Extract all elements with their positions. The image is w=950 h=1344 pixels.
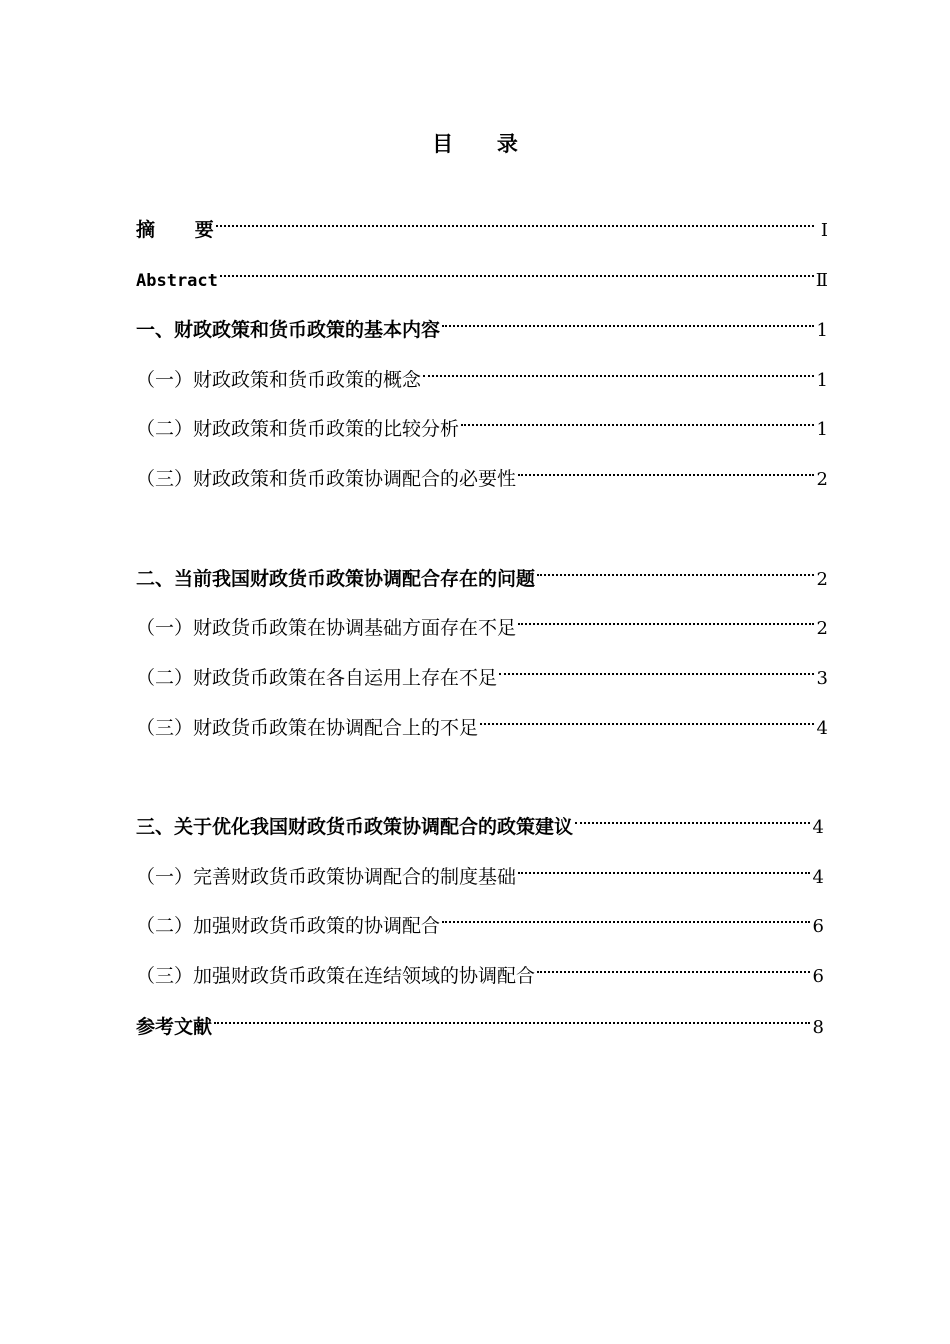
toc-dot-leader (423, 356, 814, 386)
toc-dot-leader (518, 455, 814, 485)
toc-entry-section-3-2[interactable] (136, 902, 824, 937)
toc-entry-section-3-1[interactable] (136, 853, 824, 888)
toc-entry-label: （三）加强财政货币政策在连结领域的协调配合 (136, 965, 536, 987)
toc-dot-leader (214, 1003, 810, 1033)
toc-page-number: Ⅱ (815, 270, 828, 291)
toc-page-number: Ⅰ (820, 220, 828, 241)
toc-dot-leader (216, 206, 814, 236)
toc-entry-section-1-2[interactable] (136, 405, 828, 440)
toc-entry-label: （二）财政政策和货币政策的比较分析 (136, 418, 460, 440)
toc-dot-leader (518, 853, 810, 883)
toc-dot-leader (518, 604, 814, 634)
toc-dot-leader (442, 306, 814, 336)
toc-entry-abstract-cn[interactable] (136, 206, 828, 241)
toc-dot-leader (537, 952, 810, 982)
toc-entry-label: 二、当前我国财政货币政策协调配合存在的问题 (136, 568, 536, 590)
toc-dot-leader (461, 405, 814, 435)
toc-entry-section-1-3[interactable] (136, 455, 828, 490)
toc-page-number: 1 (816, 419, 828, 440)
toc-page-number: 8 (812, 1017, 824, 1038)
toc-entry-section-1-1[interactable] (136, 356, 828, 391)
toc-entry-label: （一）财政货币政策在协调基础方面存在不足 (136, 617, 517, 639)
toc-dot-leader (480, 704, 814, 734)
toc-page-number: 1 (816, 320, 828, 341)
toc-entry-section-1[interactable] (136, 306, 828, 341)
page-title: 目 录 (432, 132, 518, 156)
toc-entry-section-2-2[interactable] (136, 654, 828, 689)
toc-entry-label: 参考文献 (136, 1016, 213, 1038)
toc-page-number: 2 (816, 569, 828, 590)
toc-dot-leader (499, 654, 814, 684)
toc-dot-leader (220, 256, 814, 286)
toc-page-number: 6 (812, 966, 824, 987)
toc-page-number: 2 (816, 618, 828, 639)
toc-entry-section-2[interactable] (136, 555, 828, 590)
toc-entry-references[interactable] (136, 1003, 824, 1038)
toc-page-number: 4 (812, 867, 824, 888)
toc-page-number: 2 (816, 469, 828, 490)
toc-entry-label: （三）财政货币政策在协调配合上的不足 (136, 717, 479, 739)
toc-entry-section-3[interactable] (136, 803, 824, 838)
toc-entry-label: 摘 要 (136, 219, 214, 241)
toc-entry-label: 三、关于优化我国财政货币政策协调配合的政策建议 (136, 816, 574, 838)
toc-dot-leader (442, 902, 810, 932)
toc-entry-label: （二）财政货币政策在各自运用上存在不足 (136, 667, 498, 689)
toc-page-number: 4 (812, 817, 824, 838)
toc-entry-label: （三）财政政策和货币政策协调配合的必要性 (136, 468, 517, 490)
toc-entry-label: （一）完善财政货币政策协调配合的制度基础 (136, 866, 517, 888)
toc-entry-abstract-en[interactable] (136, 256, 828, 291)
toc-page-number: 1 (816, 370, 828, 391)
toc-entry-section-3-3[interactable] (136, 952, 824, 987)
toc-dot-leader (537, 555, 814, 585)
toc-entry-section-2-3[interactable] (136, 704, 828, 739)
toc-entry-label: 一、财政政策和货币政策的基本内容 (136, 319, 441, 341)
toc-page-number: 4 (816, 718, 828, 739)
toc-entry-label: Abstract (136, 271, 218, 291)
toc-page-number: 6 (812, 916, 824, 937)
toc-entry-label: （一）财政政策和货币政策的概念 (136, 369, 422, 391)
toc-page-number: 3 (816, 668, 828, 689)
toc-dot-leader (575, 803, 810, 833)
toc-entry-label: （二）加强财政货币政策的协调配合 (136, 915, 441, 937)
toc-entry-section-2-1[interactable] (136, 604, 828, 639)
